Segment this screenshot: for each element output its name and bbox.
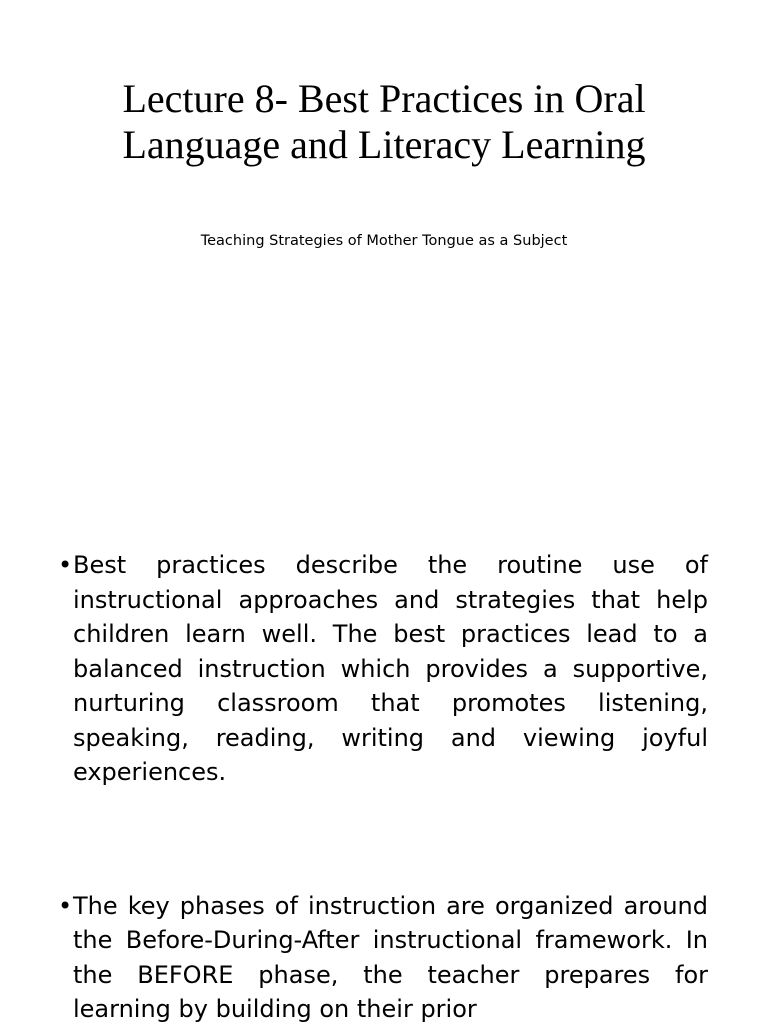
bullet-dot-icon: •	[58, 551, 73, 579]
bullet-dot-icon: •	[58, 891, 73, 920]
slide-title: Lecture 8- Best Practices in Oral Language and Literacy Learning	[122, 76, 646, 167]
bullet-item-key-phases	[58, 889, 708, 1027]
bullet-item-best-practices	[58, 548, 708, 790]
bullet-list	[0, 548, 768, 1027]
bullet-text: The key phases of instruction are organized around the Before-During-After instructional framework. In the BEFORE phase, the teacher prepares for learning by building on their prior	[73, 891, 708, 1023]
bullet-text: Best practices describe the routine use of instructional approaches and strategies that help children learn well. The best practices lead to a balanced instruction which provides a supportive, nurturing classroom that promotes listening, speaking, reading, writing and viewing joyful experiences.	[73, 551, 708, 786]
title-slide	[0, 0, 768, 300]
slide-subtitle: Teaching Strategies of Mother Tongue as a Subject	[200, 233, 568, 249]
